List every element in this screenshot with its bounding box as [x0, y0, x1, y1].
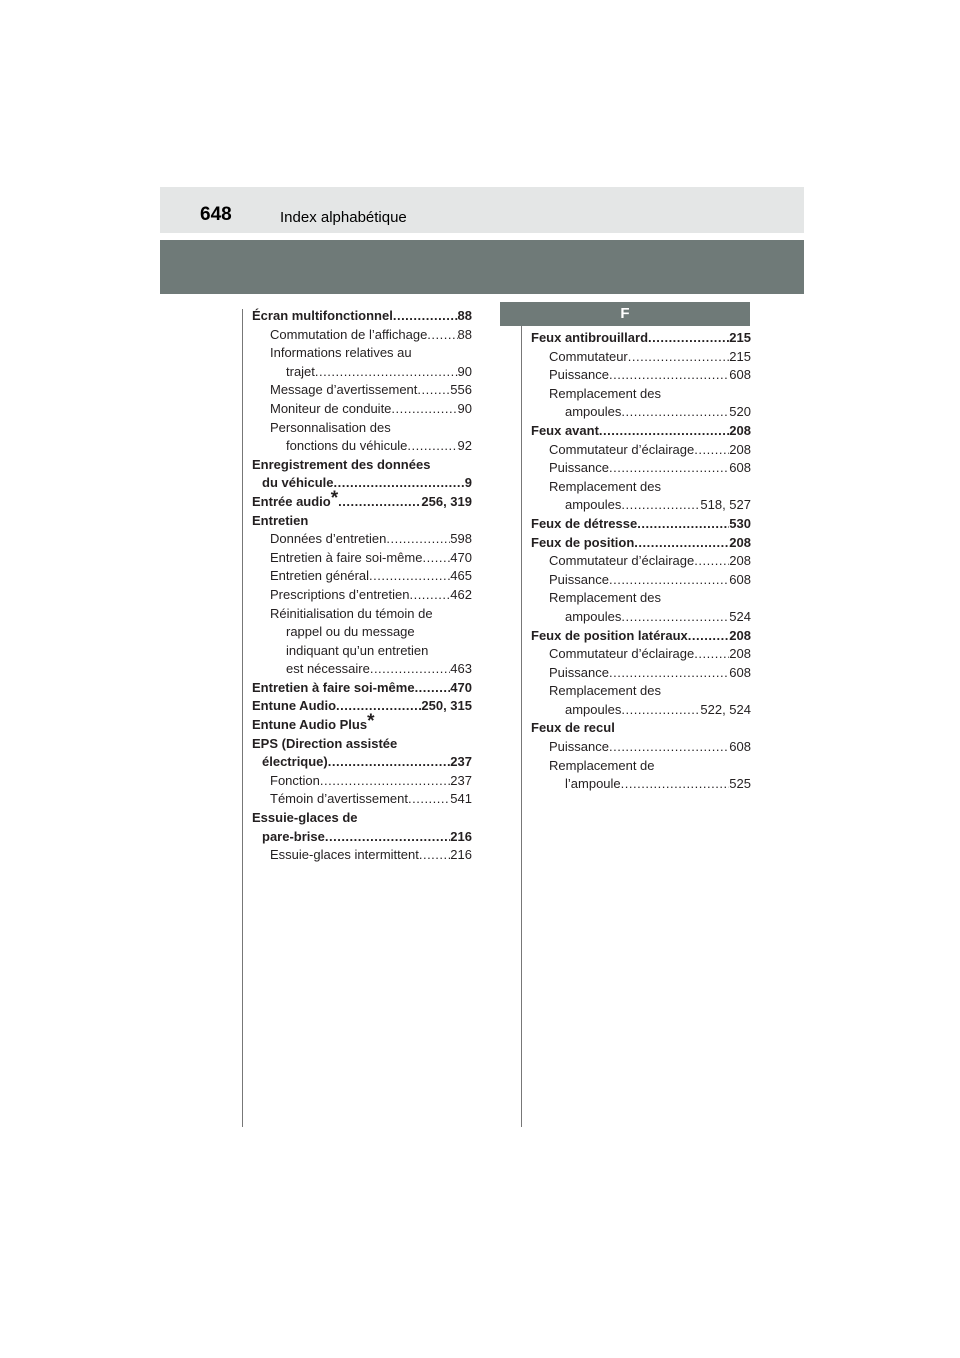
index-entry: Commutateur ..... 215	[531, 348, 751, 367]
index-entry: Remplacement de	[549, 757, 655, 773]
index-entry: Puissance ..... 608	[531, 664, 751, 683]
index-entry: Message d’avertissement ..... 556	[252, 381, 472, 400]
index-entry: Puissance ..... 608	[531, 459, 751, 478]
index-entry: Puissance ..... 608	[531, 571, 751, 590]
index-entry: Remplacement des	[549, 478, 661, 494]
index-entry: Prescriptions d’entretien ..... 462	[252, 586, 472, 605]
index-entry: ampoules ..... 522, 524	[531, 701, 751, 720]
section-title: Index alphabétique	[280, 209, 407, 226]
index-entry: Entretien	[252, 512, 309, 528]
letter-tab: F	[500, 302, 750, 326]
index-entry: Entretien à faire soi-même ..... 470	[252, 679, 472, 698]
index-entry: Commutateur d’éclairage ..... 208	[531, 552, 751, 571]
index-entry: ampoules ..... 518, 527	[531, 496, 751, 515]
index-entry: Feux de position ..... 208	[531, 534, 751, 553]
index-entry: Remplacement des	[549, 590, 661, 606]
index-entry: Informations relatives au	[270, 345, 412, 361]
footnote-asterisk: *	[330, 487, 339, 509]
index-entry: Feux de recul	[531, 720, 615, 736]
index-entry: Commutateur d’éclairage ..... 208	[531, 645, 751, 664]
index-entry: Écran multifonctionnel ..... 88	[252, 307, 472, 326]
index-entry: Fonction ..... 237	[252, 772, 472, 791]
index-entry: Feux avant ..... 208	[531, 422, 751, 441]
index-entry: Entune Audio Plus*	[252, 711, 375, 733]
index-entry: l’ampoule ..... 525	[531, 775, 751, 794]
index-entry: est nécessaire ..... 463	[252, 660, 472, 679]
index-entry: Entrée audio* ..... 256, 319	[252, 493, 472, 512]
index-entry: Moniteur de conduite ..... 90	[252, 400, 472, 419]
index-entry: Puissance ..... 608	[531, 366, 751, 385]
index-entry: Personnalisation des	[270, 419, 391, 435]
footnote-asterisk: *	[367, 711, 375, 733]
index-column-right	[531, 329, 751, 794]
index-entry: Entretien à faire soi-même ..... 470	[252, 549, 472, 568]
index-entry: Enregistrement des données	[252, 456, 431, 472]
header-bar	[160, 187, 804, 233]
index-entry: Données d’entretien ..... 598	[252, 530, 472, 549]
index-entry: Remplacement des	[549, 683, 661, 699]
column-divider-middle	[521, 309, 522, 1127]
index-entry: Réinitialisation du témoin de	[270, 605, 433, 621]
index-entry: trajet ..... 90	[252, 363, 472, 382]
index-entry: Puissance ..... 608	[531, 738, 751, 757]
index-entry: Essuie-glaces intermittent ..... 216	[252, 846, 472, 865]
column-divider-left	[242, 309, 243, 1127]
index-entry: indiquant qu’un entretien	[286, 642, 429, 658]
index-entry: rappel ou du message	[286, 624, 415, 640]
index-entry: EPS (Direction assistée	[252, 735, 398, 751]
index-entry: Remplacement des	[549, 385, 661, 401]
index-entry: Feux antibrouillard ..... 215	[531, 329, 751, 348]
index-column-left	[252, 307, 472, 865]
index-entry: Feux de détresse ..... 530	[531, 515, 751, 534]
index-entry: électrique) ..... 237	[252, 753, 472, 772]
index-entry: Commutation de l’affichage ..... 88	[252, 326, 472, 345]
index-entry: du véhicule ..... 9	[252, 474, 472, 493]
index-entry: pare-brise ..... 216	[252, 828, 472, 847]
index-entry: ampoules ..... 520	[531, 403, 751, 422]
index-entry: ampoules ..... 524	[531, 608, 751, 627]
index-entry: Entune Audio ..... 250, 315	[252, 697, 472, 716]
page-number: 648	[200, 204, 232, 225]
index-entry: Essuie-glaces de	[252, 810, 358, 826]
header-banner	[160, 240, 804, 294]
index-entry: fonctions du véhicule ..... 92	[252, 437, 472, 456]
index-entry: Commutateur d’éclairage ..... 208	[531, 441, 751, 460]
index-entry: Témoin d’avertissement ..... 541	[252, 790, 472, 809]
index-entry: Feux de position latéraux ..... 208	[531, 627, 751, 646]
index-entry: Entretien général ..... 465	[252, 567, 472, 586]
